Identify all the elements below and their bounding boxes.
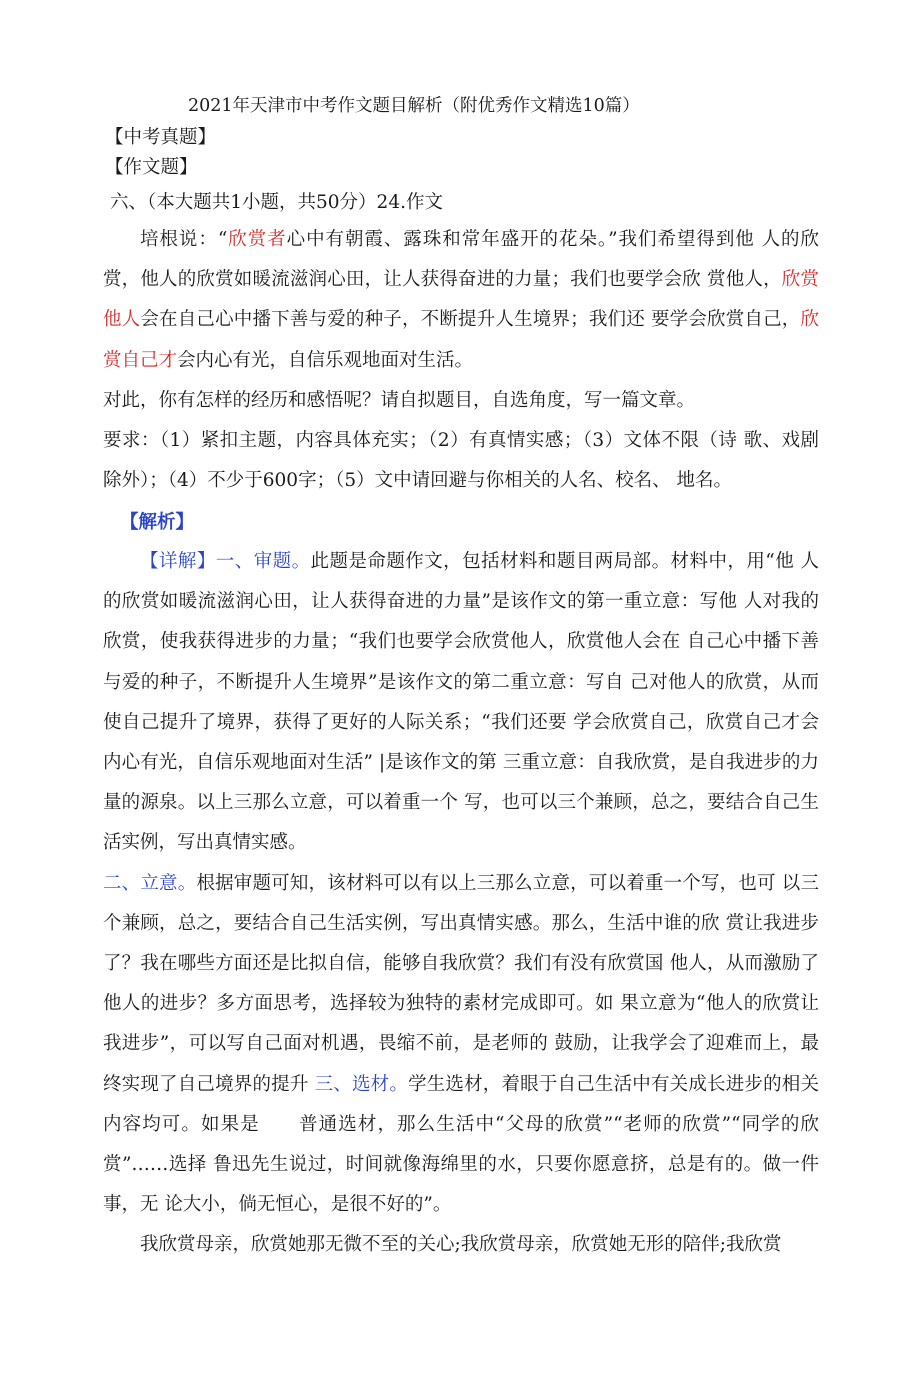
highlight-red: 欣赏者	[227, 229, 287, 250]
detail-heading-3: 三、选材。	[314, 1073, 409, 1095]
prompt-paragraph-1	[103, 220, 819, 381]
detail-text: 此题是命题作文，包括材料和题目两局部。材料中，用“他 人的欣赏如暖流滋润心田，让人获得奋进的力量”是该作文的第一重立意：写他 人对我的欣赏，使我获得进步的力量；“我们也要学会欣赏他人，欣赏他人会在 自己心中播下善与爱的种子，不断提升人生境界”是该作文的第二重立意：写自 己对他人的欣赏，从而使自己提升了境界，获得了更好的人际关系；“我们还要 学会欣赏自己，欣赏自己才会内心有光，自信乐观地面对生活” |是该作文的第 三重立意：自我欣赏，是自我进步的力量的源泉。以上三那么立意，可以着重一个 写，也可以三个兼顾，总之，要结合自己生活实例，写出真情实感。	[103, 551, 819, 854]
detail-paragraph-2	[103, 864, 819, 1226]
prompt-text: 会内心有光，自信乐观地面对生活。	[177, 349, 474, 371]
detail-paragraph-3: 我欣赏母亲，欣赏她那无微不至的关心;我欣赏母亲，欣赏她无形的陪伴;我欣赏	[140, 1234, 782, 1256]
detail-text: 学生选材，着眼于自己生活中有关成长进步的相关内容均可。如果是 普通选材，那么生活中“父母的欣赏”“老师的欣赏”“同学的欣赏”……选择 鲁迅先生说过，时间就像海绵里的水，只要你愿意挤，总是有的。做一件事，无 论大小，倘无恒心，是很不好的”。	[103, 1073, 819, 1216]
detail-heading-1: 一、审题。	[215, 551, 311, 572]
question-heading: 六、（本大题共1小题，共50分）24.作文	[110, 192, 443, 213]
analysis-heading: 【解析】	[120, 512, 195, 533]
prompt-paragraph-2: 对此，你有怎样的经历和感悟呢？请自拟题目，自选角度，写一篇文章。	[103, 389, 696, 411]
document-title: 2021年天津市中考作文题目解析（附优秀作文精选10篇）	[188, 96, 640, 116]
prompt-text: 培根说：“	[140, 229, 228, 250]
prompt-text: 会在自己心中播下善与爱的种子，不断提升人生境界；我们还 要学会欣赏自己，	[140, 309, 801, 331]
prompt-text: 心中有朝霞、露珠和常年盛开的花朵。”我们希望得到他 人的欣赏，他人的欣赏如暖流滋润心田，让人获得奋进的力量；我们也要学会欣 赏他人，	[103, 229, 819, 291]
detail-block	[103, 542, 819, 1266]
highlight-red: 欣赏他人	[103, 269, 819, 331]
detail-text: 根据审题可知，该材料可以有以上三那么立意，可以着重一个写，也可 以三个兼顾，总之，要结合自己生活实例，写出真情实感。那么，生活中谁的欣 赏让我进步了？我在哪些方面还是比拟自信，能够自我欣赏？我们有没有欣赏国 他人，从而激励了他人的进步？多方面思考，选择较为独特的素材完成即可。如 果立意为“他人的欣赏让我进步”，可以写自己面对机遇，畏缩不前，是老师的 鼓励，让我学会了迎难而上，最终实现了自己境界的提升	[103, 872, 819, 1095]
highlight-red: 欣赏自己才	[103, 309, 819, 371]
section-exam-heading: 【中考真题】	[105, 127, 217, 148]
detail-heading-2: 二、立意。	[103, 872, 197, 894]
detail-label: 【详解】	[140, 551, 216, 572]
section-topic-heading: 【作文题】	[105, 157, 198, 178]
prompt-block	[103, 220, 819, 501]
prompt-requirements: 要求：（1）紧扣主题，内容具体充实；（2）有真情实感；（3）文体不限（诗 歌、戏剧除外）；（4）不少于600字；（5）文中请回避与你相关的人名、校名、 地名。	[103, 430, 819, 492]
detail-paragraph-1	[103, 542, 819, 864]
